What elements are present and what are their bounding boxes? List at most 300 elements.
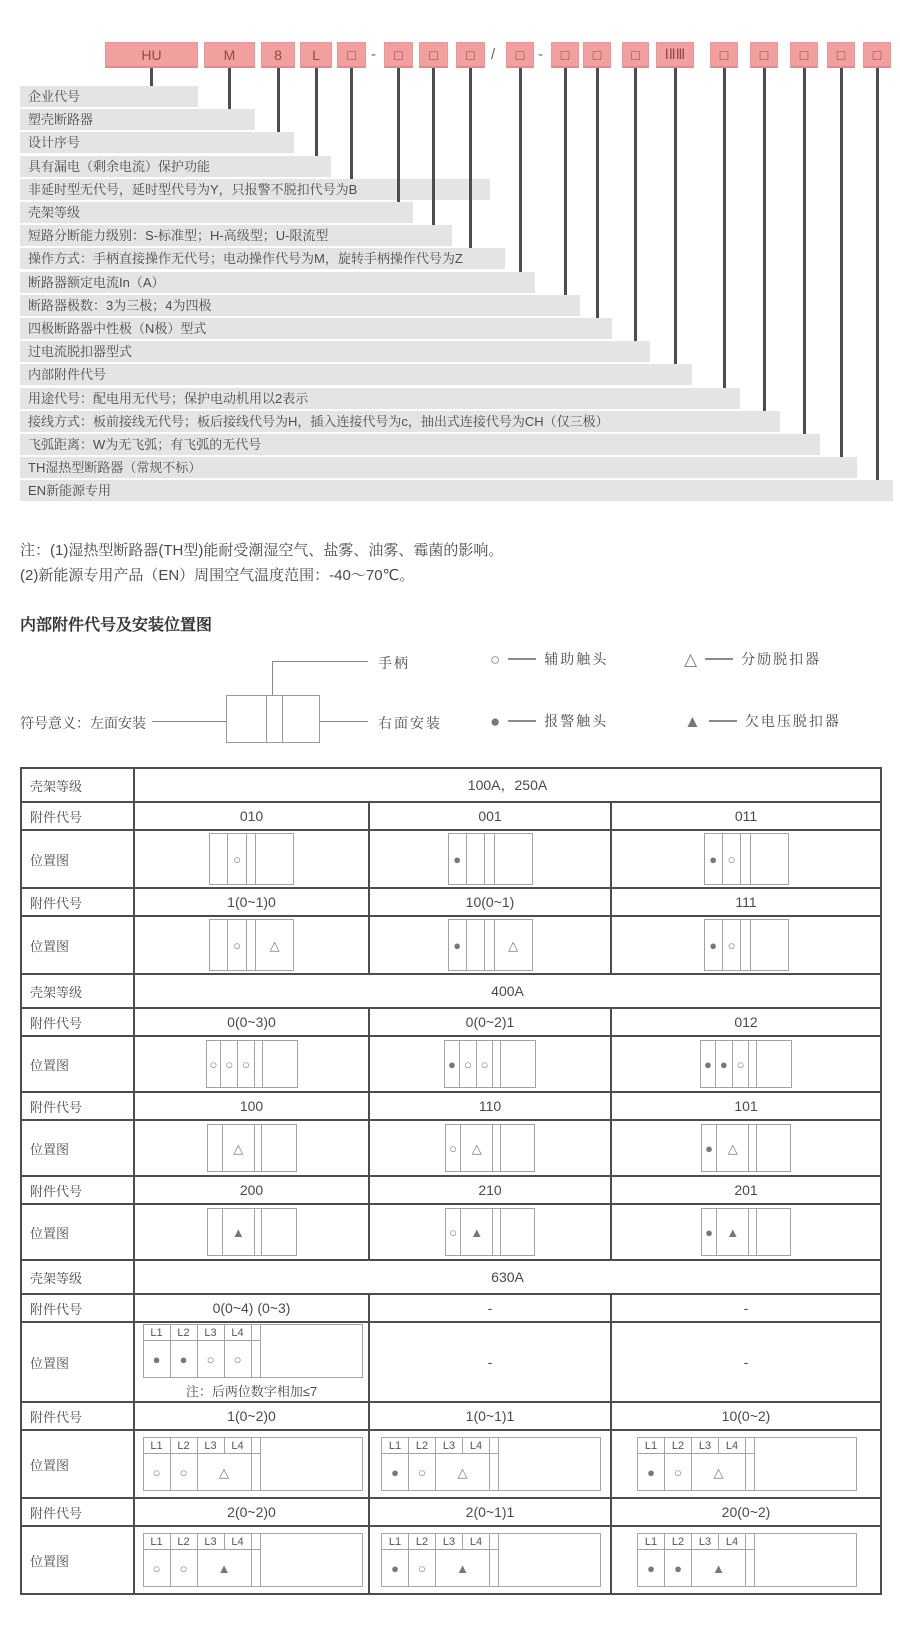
- empty-slot: [467, 834, 485, 884]
- lgrid-box: [637, 1437, 857, 1491]
- lgrid-narrow-cell: [490, 1438, 499, 1454]
- accessory-code-cell: 1(0~2)0: [134, 1402, 369, 1430]
- filled-circle-icon: ●: [647, 1560, 655, 1576]
- handle-slot-left-line: [266, 696, 267, 742]
- lgrid-narrow-cell: [252, 1534, 261, 1550]
- position-diagram-cell: [369, 1120, 611, 1176]
- model-code-box: □: [506, 42, 534, 68]
- model-field-label: 接线方式：板前接线无代号；板后接线代号为H，插入连接代号为c，抽出式连接代号为CH（仅三极）: [20, 411, 780, 432]
- phase-label: L3: [436, 1534, 463, 1550]
- connector-line: [674, 68, 677, 364]
- filled-circle-icon: ●: [391, 1560, 399, 1576]
- notes: [20, 538, 900, 588]
- position-diagram: [207, 1124, 297, 1172]
- empty-slot: [210, 920, 228, 970]
- connector-line: [228, 68, 231, 109]
- hollow-circle-icon: ○: [490, 649, 501, 669]
- accessory-code-cell: 0(0~4) (0~3): [134, 1294, 369, 1322]
- lgrid-box: [143, 1437, 363, 1491]
- hollow-triangle-icon: △: [684, 649, 698, 669]
- position-diagram-cell: [369, 1036, 611, 1092]
- accessory-code-cell: 1(0~1)1: [369, 1402, 611, 1430]
- filled-triangle-icon: ▲: [470, 1224, 484, 1240]
- filled-circle-icon: ●: [647, 1464, 655, 1480]
- phase-label: L2: [171, 1438, 198, 1454]
- empty-slot: [493, 1041, 501, 1087]
- hollow-triangle-icon: △: [457, 1464, 468, 1480]
- hollow-circle-icon: ○: [727, 937, 736, 953]
- model-field-label: 操作方式：手柄直接操作无代号；电动操作代号为M，旋转手柄操作代号为Z: [20, 248, 505, 269]
- model-field-label: 具有漏电（剩余电流）保护功能: [20, 156, 331, 177]
- model-code-box: □: [419, 42, 448, 68]
- accessory-code-cell: 20(0~2): [611, 1498, 881, 1526]
- position-diagram: [637, 1437, 855, 1491]
- slot-filled-triangle-icon: [198, 1550, 252, 1586]
- row-label: 附件代号: [21, 1092, 134, 1120]
- slot-hollow-circle-icon: [207, 1041, 222, 1087]
- position-diagram: [207, 1208, 297, 1256]
- filled-triangle-icon: ▲: [231, 1224, 245, 1240]
- empty-slot: [493, 1125, 501, 1171]
- phase-label: L4: [719, 1534, 746, 1550]
- slot-filled-triangle-icon: [692, 1550, 746, 1586]
- position-diagram: [448, 833, 533, 885]
- position-diagram: [381, 1437, 599, 1491]
- section-title: 内部附件代号及安装位置图: [20, 617, 213, 634]
- position-diagram-cell: [369, 916, 611, 974]
- legend-dash: [508, 720, 536, 722]
- accessory-code-cell: 100: [134, 1092, 369, 1120]
- model-field-label: 塑壳断路器: [20, 109, 255, 130]
- position-diagram: [637, 1533, 855, 1587]
- lgrid-slots: [382, 1438, 499, 1490]
- lgrid-header-row: [382, 1438, 499, 1454]
- empty-slot: [495, 834, 532, 884]
- slot-filled-triangle-icon: [223, 1209, 255, 1255]
- filled-circle-icon: ●: [453, 851, 462, 867]
- position-diagram-cell: [369, 1526, 611, 1594]
- frame-level-value: 100A，250A: [134, 768, 881, 802]
- position-diagram-cell: [611, 1526, 881, 1594]
- lgrid-narrow-cell: [746, 1454, 755, 1490]
- lgrid-box: [637, 1533, 857, 1587]
- accessory-code-cell: 210: [369, 1176, 611, 1204]
- model-field-label: 断路器额定电流In（A）: [20, 272, 535, 293]
- model-field-label: EN新能源专用: [20, 480, 893, 501]
- phase-label: L4: [225, 1325, 252, 1341]
- connector-line: [876, 68, 879, 480]
- model-code-box: M: [204, 42, 255, 68]
- slot-hollow-triangle-icon: [198, 1454, 252, 1490]
- model-code-box: L: [300, 42, 332, 68]
- lgrid-narrow-cell: [252, 1325, 261, 1341]
- connector-line: [277, 68, 280, 132]
- row-label: 附件代号: [21, 1498, 134, 1526]
- legend-label: 辅助触头: [544, 651, 609, 667]
- legend-item-shunt-release: [684, 649, 821, 669]
- breaker-body: [755, 1438, 856, 1490]
- position-diagram: [704, 919, 789, 971]
- empty-slot: [485, 920, 495, 970]
- empty-slot: [741, 834, 751, 884]
- position-diagram-cell: [134, 1322, 369, 1402]
- phase-label: L2: [171, 1325, 198, 1341]
- slot-hollow-triangle-icon: [495, 920, 532, 970]
- lgrid-slots: [638, 1534, 755, 1586]
- legend-item-aux-contact: [490, 649, 608, 669]
- model-code-box: □: [790, 42, 818, 68]
- lgrid-slots: [382, 1534, 499, 1586]
- filled-circle-icon: ●: [447, 1056, 456, 1072]
- slot-hollow-circle-icon: [460, 1041, 477, 1087]
- position-diagram-cell: [611, 1204, 881, 1260]
- model-field-label: 设计序号: [20, 132, 294, 153]
- model-field-label: 壳架等级: [20, 202, 413, 223]
- lgrid-narrow-cell: [746, 1534, 755, 1550]
- position-diagram: [445, 1124, 535, 1172]
- breaker-body: [499, 1534, 600, 1586]
- phase-label: L3: [198, 1534, 225, 1550]
- accessory-position-table: [20, 767, 882, 1595]
- slot-filled-circle-icon: [665, 1550, 692, 1586]
- accessory-code-cell: 101: [611, 1092, 881, 1120]
- right-mount-line: [320, 721, 368, 722]
- phase-label: L4: [463, 1438, 490, 1454]
- phase-label: L3: [198, 1325, 225, 1341]
- accessory-code-cell: 2(0~2)0: [134, 1498, 369, 1526]
- model-code-box: □: [337, 42, 366, 68]
- lgrid-box: [143, 1324, 363, 1378]
- hollow-circle-icon: ○: [674, 1464, 682, 1480]
- position-diagram: [701, 1208, 791, 1256]
- legend-dash: [709, 720, 737, 722]
- model-field-label: 断路器极数：3为三极；4为四极: [20, 295, 580, 316]
- hollow-circle-icon: ○: [225, 1056, 234, 1072]
- slot-hollow-circle-icon: [409, 1550, 436, 1586]
- right-mount-label: 右面安装: [378, 715, 442, 731]
- lgrid-slots: [144, 1438, 261, 1490]
- empty-slot: [210, 834, 228, 884]
- lgrid-narrow-cell: [746, 1550, 755, 1586]
- lgrid-header-row: [144, 1438, 261, 1454]
- model-field-label: 过电流脱扣器型式: [20, 341, 650, 362]
- position-row: [21, 1322, 881, 1402]
- model-field-label: 内部附件代号: [20, 364, 692, 385]
- empty-slot: [501, 1209, 534, 1255]
- row-label: 附件代号: [21, 888, 134, 916]
- phase-label: L1: [144, 1534, 171, 1550]
- phase-label: L3: [436, 1438, 463, 1454]
- connector-line: [150, 68, 153, 86]
- empty-slot: [749, 1041, 757, 1087]
- filled-circle-icon: ●: [179, 1351, 188, 1367]
- position-diagram-cell: [611, 1036, 881, 1092]
- position-diagram: [209, 833, 294, 885]
- slot-filled-circle-icon: [705, 834, 723, 884]
- position-diagram-cell: [611, 830, 881, 888]
- slot-hollow-circle-icon: [144, 1550, 171, 1586]
- empty-slot: [247, 920, 257, 970]
- breaker-body: [261, 1438, 362, 1490]
- lgrid-symbol-row: [144, 1341, 261, 1377]
- accessory-code-cell: 010: [134, 802, 369, 830]
- phase-label: L3: [692, 1438, 719, 1454]
- accessory-code-cell: -: [611, 1294, 881, 1322]
- handle-label: 手柄: [378, 655, 410, 671]
- frame-level-row: [21, 768, 881, 802]
- accessory-code-cell: 011: [611, 802, 881, 830]
- legend-dash: [705, 658, 733, 660]
- lgrid-narrow-cell: [252, 1454, 261, 1490]
- lgrid-header-row: [144, 1534, 261, 1550]
- filled-circle-icon: ●: [703, 1056, 712, 1072]
- accessory-code-row: [21, 1008, 881, 1036]
- hollow-circle-icon: ○: [727, 851, 736, 867]
- slot-filled-circle-icon: [449, 834, 467, 884]
- slot-filled-triangle-icon: [717, 1209, 749, 1255]
- connector-line: [803, 68, 806, 434]
- lgrid-header-row: [382, 1534, 499, 1550]
- connector-line: [350, 68, 353, 179]
- row-label: 附件代号: [21, 1176, 134, 1204]
- empty-slot: [485, 834, 495, 884]
- symbol-legend: [0, 637, 900, 763]
- no-accessory-dash: -: [487, 1354, 493, 1370]
- phase-label: L1: [638, 1534, 665, 1550]
- slot-hollow-circle-icon: [665, 1454, 692, 1490]
- position-diagram: [445, 1208, 535, 1256]
- lgrid-symbol-row: [144, 1454, 261, 1490]
- hollow-circle-icon: ○: [449, 1140, 458, 1156]
- slot-hollow-circle-icon: [221, 1041, 238, 1087]
- slot-hollow-circle-icon: [723, 834, 741, 884]
- slot-hollow-triangle-icon: [256, 920, 293, 970]
- position-diagram-cell: [611, 1322, 881, 1402]
- filled-triangle-icon: ▲: [726, 1224, 740, 1240]
- phase-label: L2: [665, 1534, 692, 1550]
- position-diagram-cell: [134, 1204, 369, 1260]
- hollow-circle-icon: ○: [418, 1560, 426, 1576]
- hollow-circle-icon: ○: [480, 1056, 489, 1072]
- slot-filled-circle-icon: [701, 1041, 716, 1087]
- slot-filled-circle-icon: [382, 1454, 409, 1490]
- legend-label: 分励脱扣器: [741, 651, 822, 667]
- model-code-box: □: [827, 42, 855, 68]
- accessory-code-row: [21, 802, 881, 830]
- row-label: 附件代号: [21, 1402, 134, 1430]
- model-code-box: □: [551, 42, 579, 68]
- empty-slot: [749, 1209, 757, 1255]
- accessory-code-cell: 10(0~1): [369, 888, 611, 916]
- connector-line: [315, 68, 318, 156]
- phase-label: L1: [382, 1438, 409, 1454]
- hollow-circle-icon: ○: [179, 1464, 188, 1480]
- empty-slot: [749, 1125, 757, 1171]
- legend-item-alarm-contact: [490, 711, 608, 731]
- lgrid-slots: [144, 1534, 261, 1586]
- empty-slot: [255, 1041, 263, 1087]
- lgrid-symbol-row: [144, 1550, 261, 1586]
- lgrid-box: [143, 1533, 363, 1587]
- frame-level-row: [21, 1260, 881, 1294]
- position-diagram: [381, 1533, 599, 1587]
- empty-slot: [501, 1125, 534, 1171]
- phase-label: L2: [409, 1534, 436, 1550]
- slot-hollow-triangle-icon: [223, 1125, 255, 1171]
- lgrid-narrow-cell: [490, 1534, 499, 1550]
- hollow-circle-icon: ○: [179, 1560, 188, 1576]
- position-diagram: [143, 1533, 361, 1587]
- note-line-1: 注：(1)湿热型断路器(TH型)能耐受潮湿空气、盐雾、油雾、霉菌的影响。: [20, 542, 504, 559]
- connector-line: [763, 68, 766, 411]
- position-diagram: [704, 833, 789, 885]
- hollow-triangle-icon: △: [233, 1140, 244, 1156]
- slot-filled-circle-icon: [705, 920, 723, 970]
- connector-line: [596, 68, 599, 318]
- position-diagram-cell: [369, 1322, 611, 1402]
- position-diagram: [143, 1437, 361, 1491]
- model-code-separator: /: [491, 46, 496, 63]
- position-diagram-cell: [611, 1430, 881, 1498]
- slot-filled-triangle-icon: [461, 1209, 493, 1255]
- connector-line: [519, 68, 522, 272]
- accessory-code-row: [21, 1176, 881, 1204]
- breaker-outline: [226, 695, 320, 743]
- accessory-code-cell: 201: [611, 1176, 881, 1204]
- hollow-circle-icon: ○: [152, 1464, 161, 1480]
- empty-slot: [247, 834, 257, 884]
- connector-line: [397, 68, 400, 202]
- position-diagram-cell: [369, 1430, 611, 1498]
- model-code-box: □: [583, 42, 611, 68]
- empty-slot: [757, 1041, 791, 1087]
- hollow-circle-icon: ○: [152, 1560, 161, 1576]
- position-row: [21, 830, 881, 888]
- breaker-body: [755, 1534, 856, 1586]
- lgrid-symbol-row: [638, 1550, 755, 1586]
- phase-label: L3: [692, 1534, 719, 1550]
- model-code-box: □: [456, 42, 485, 68]
- position-row: [21, 1526, 881, 1594]
- lgrid-narrow-cell: [490, 1454, 499, 1490]
- row-label: 位置图: [21, 830, 134, 888]
- empty-slot: [751, 834, 788, 884]
- hollow-circle-icon: ○: [209, 1056, 218, 1072]
- slot-hollow-circle-icon: [733, 1041, 750, 1087]
- model-code-box: □: [622, 42, 649, 68]
- lgrid-symbol-row: [382, 1454, 499, 1490]
- accessory-code-cell: 0(0~2)1: [369, 1008, 611, 1036]
- lgrid-header-row: [638, 1534, 755, 1550]
- accessory-code-row: [21, 1402, 881, 1430]
- position-diagram-cell: [134, 1120, 369, 1176]
- lgrid-header-row: [144, 1325, 261, 1341]
- hollow-triangle-icon: △: [508, 937, 519, 953]
- hollow-circle-icon: ○: [736, 1056, 745, 1072]
- empty-slot: [208, 1209, 223, 1255]
- accessory-code-cell: 110: [369, 1092, 611, 1120]
- filled-circle-icon: ●: [453, 937, 462, 953]
- lgrid-slots: [638, 1438, 755, 1490]
- model-field-label: 非延时型无代号，延时型代号为Y，只报警不脱扣代号为B: [20, 179, 490, 200]
- lgrid-box: [381, 1437, 601, 1491]
- no-accessory-dash: -: [743, 1354, 749, 1370]
- position-diagram: [448, 919, 533, 971]
- frame-level-value: 630A: [134, 1260, 881, 1294]
- row-label: 壳架等级: [21, 1260, 134, 1294]
- handle-slot-right-line: [282, 696, 283, 742]
- empty-slot: [263, 1041, 297, 1087]
- slot-filled-circle-icon: [702, 1209, 717, 1255]
- hollow-triangle-icon: △: [471, 1140, 482, 1156]
- position-row: [21, 1430, 881, 1498]
- filled-circle-icon: ●: [709, 937, 718, 953]
- position-diagram: [444, 1040, 536, 1088]
- model-field-label: 用途代号：配电用无代号；保护电动机用以2表示: [20, 388, 740, 409]
- position-diagram-cell: [134, 1526, 369, 1594]
- empty-slot: [741, 920, 751, 970]
- empty-slot: [501, 1041, 535, 1087]
- filled-circle-icon: ●: [705, 1224, 714, 1240]
- lgrid-narrow-cell: [252, 1341, 261, 1377]
- slot-hollow-triangle-icon: [461, 1125, 493, 1171]
- hollow-triangle-icon: △: [219, 1464, 229, 1480]
- accessory-code-row: [21, 1092, 881, 1120]
- slot-hollow-triangle-icon: [436, 1454, 490, 1490]
- accessory-code-cell: 012: [611, 1008, 881, 1036]
- phase-label: L4: [225, 1438, 252, 1454]
- position-diagram: [209, 919, 294, 971]
- model-code-box: 8: [261, 42, 295, 68]
- empty-slot: [256, 834, 293, 884]
- position-diagram-cell: [134, 1036, 369, 1092]
- accessory-code-row: [21, 888, 881, 916]
- connector-line: [432, 68, 435, 225]
- slot-hollow-circle-icon: [171, 1550, 198, 1586]
- accessory-code-cell: 111: [611, 888, 881, 916]
- breaker-body: [261, 1325, 362, 1377]
- hollow-circle-icon: ○: [233, 937, 241, 953]
- filled-circle-icon: ●: [674, 1560, 682, 1576]
- empty-slot: [262, 1125, 295, 1171]
- accessory-code-cell: 10(0~2): [611, 1402, 881, 1430]
- connector-line: [723, 68, 726, 388]
- frame-level-value: 400A: [134, 974, 881, 1008]
- filled-circle-icon: ●: [719, 1056, 728, 1072]
- connector-line: [469, 68, 472, 248]
- phase-label: L1: [382, 1534, 409, 1550]
- hollow-triangle-icon: △: [269, 937, 280, 953]
- empty-slot: [467, 920, 485, 970]
- model-code-separator: -: [538, 46, 543, 63]
- empty-slot: [757, 1209, 790, 1255]
- hollow-circle-icon: ○: [463, 1056, 472, 1072]
- legend-label: 欠电压脱扣器: [744, 713, 841, 729]
- filled-triangle-icon: ▲: [684, 711, 701, 731]
- empty-slot: [208, 1125, 223, 1171]
- lgrid-narrow-cell: [252, 1550, 261, 1586]
- lgrid-narrow-cell: [252, 1438, 261, 1454]
- slot-hollow-circle-icon: [446, 1209, 461, 1255]
- filled-circle-icon: ●: [391, 1464, 399, 1480]
- lgrid-slots: [144, 1325, 261, 1377]
- row-label: 位置图: [21, 916, 134, 974]
- frame-level-row: [21, 974, 881, 1008]
- lgrid-note: 注：后两位数字相加≤7: [185, 1384, 318, 1399]
- legend-dash: [508, 658, 536, 660]
- position-diagram-cell: [134, 1430, 369, 1498]
- slot-filled-circle-icon: [702, 1125, 717, 1171]
